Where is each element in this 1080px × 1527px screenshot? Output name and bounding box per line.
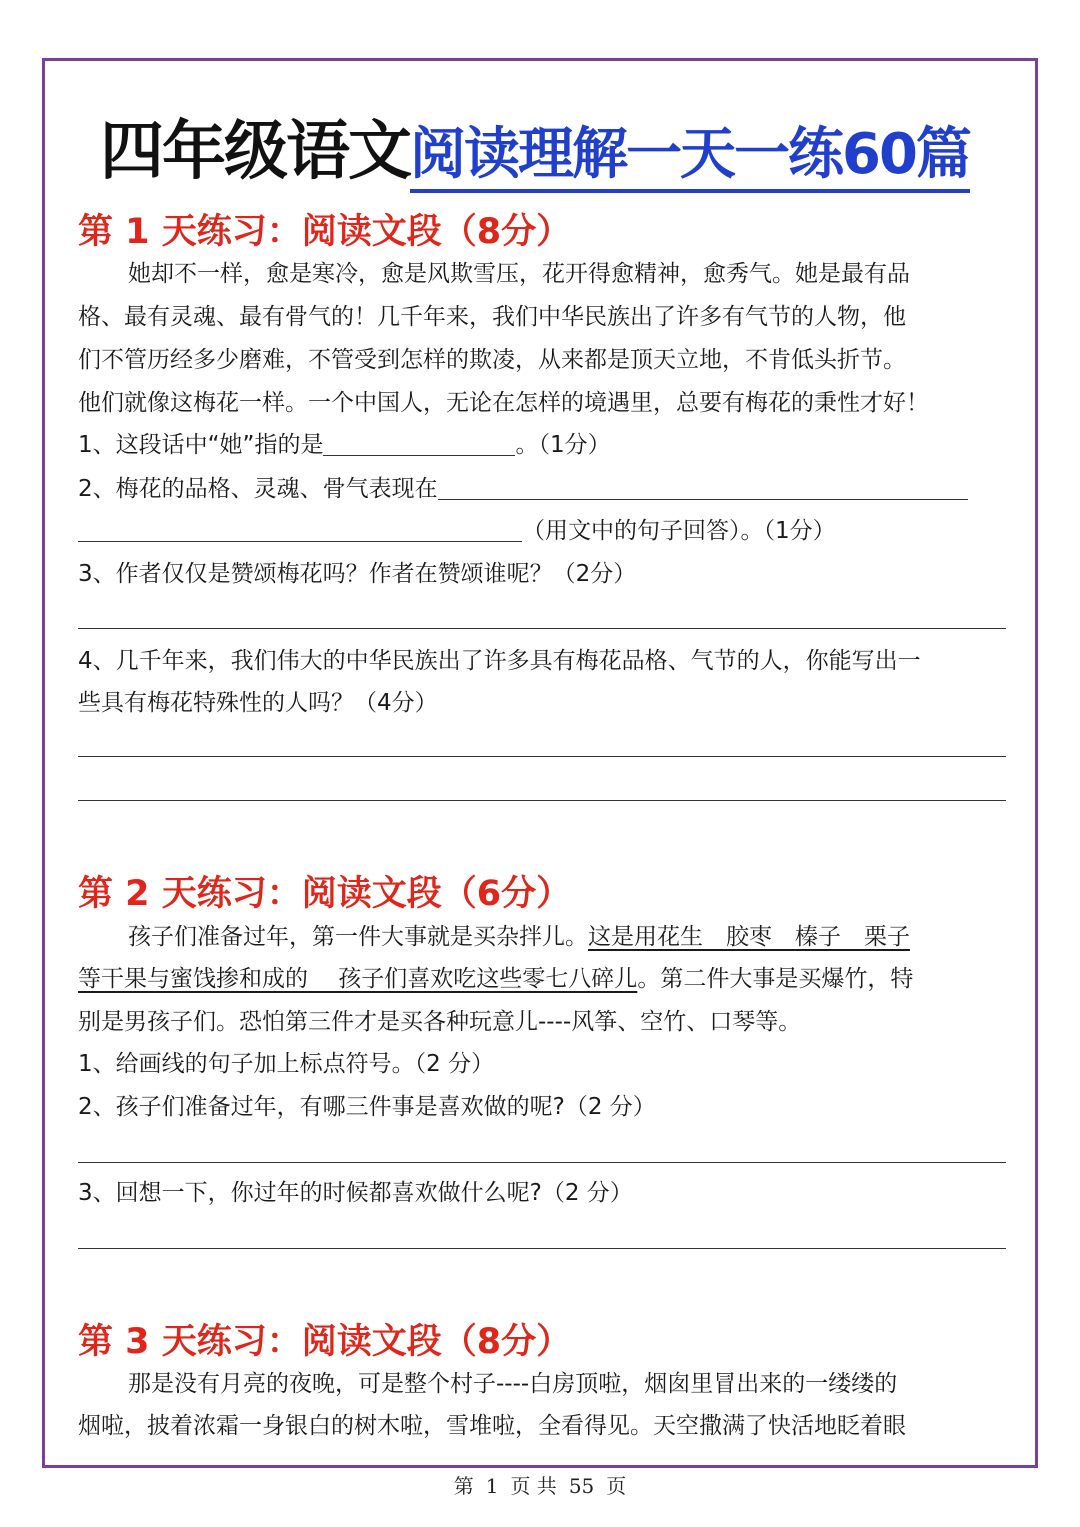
passage-text: 孩子们准备过年，第一件大事就是买杂拌儿。 — [128, 924, 588, 950]
day1-heading: 第 1 天练习：阅读文段（8分） — [78, 212, 572, 252]
answer-line[interactable] — [78, 1248, 1006, 1249]
footer-suffix: 页 — [606, 1474, 627, 1498]
answer-line[interactable] — [78, 756, 1006, 757]
day1-passage-line: 们不管历经多少磨难，不管受到怎样的欺凌，从来都是顶天立地，不肯低头折节。 — [78, 347, 906, 373]
passage-text: 。第二件大事是买爆竹，特 — [637, 966, 914, 992]
day2-question-1: 1、给画线的句子加上标点符号。（2 分） — [78, 1051, 495, 1077]
day1-question-3: 3、作者仅仅是赞颂梅花吗？作者在赞颂谁呢？（2分） — [78, 561, 637, 587]
title-grade-subject: 四年级语文 — [100, 115, 410, 189]
answer-blank[interactable] — [438, 477, 968, 500]
q2-score: （用文中的句子回答）。（1分） — [522, 518, 836, 544]
answer-line[interactable] — [78, 628, 1006, 629]
day1-passage-line: 她却不一样，愈是寒冷，愈是风欺雪压，花开得愈精神，愈秀气。她是最有品 — [128, 261, 910, 287]
day2-passage-line — [128, 922, 1006, 952]
day2-passage-line — [78, 964, 1006, 994]
title-series: 阅读理解一天一练60篇 — [410, 122, 970, 193]
underlined-sentence: 等干果与蜜饯掺和成的 孩子们喜欢吃这些零七八碎儿 — [78, 966, 638, 992]
answer-line[interactable] — [78, 1162, 1006, 1163]
page-number-footer — [0, 1470, 1080, 1499]
day1-question-2-cont — [78, 516, 1006, 546]
q2-text: 2、梅花的品格、灵魂、骨气表现在 — [78, 476, 438, 502]
day2-question-3: 3、回想一下，你过年的时候都喜欢做什么呢?（2 分） — [78, 1180, 633, 1206]
q1-score: 。（1分） — [515, 432, 611, 458]
day3-heading: 第 3 天练习：阅读文段（8分） — [78, 1322, 572, 1362]
day1-question-4: 4、几千年来，我们伟大的中华民族出了许多具有梅花品格、气节的人，你能写出一 — [78, 648, 921, 674]
current-page: 1 — [485, 1474, 499, 1498]
day1-passage-line: 格、最有灵魂、最有骨气的！几千年来，我们中华民族出了许多有气节的人物，他 — [78, 304, 906, 330]
footer-mid: 页 共 — [510, 1474, 557, 1498]
day1-question-4-cont: 些具有梅花特殊性的人吗？（4分） — [78, 690, 438, 716]
document-title — [100, 100, 1000, 189]
day2-question-2: 2、孩子们准备过年，有哪三件事是喜欢做的呢?（2 分） — [78, 1094, 656, 1120]
underlined-sentence: 这是用花生 胶枣 榛子 栗子 — [588, 924, 910, 950]
day3-passage-line: 烟啦，披着浓霜一身银白的树木啦，雪堆啦，全看得见。天空撒满了快活地眨着眼 — [78, 1413, 906, 1439]
day1-passage-line: 他们就像这梅花一样。一个中国人，无论在怎样的境遇里，总要有梅花的秉性才好！ — [78, 390, 929, 416]
q1-text: 1、这段话中“她”指的是 — [78, 432, 324, 458]
answer-blank[interactable] — [323, 433, 515, 456]
footer-prefix: 第 — [453, 1474, 474, 1498]
day2-heading: 第 2 天练习：阅读文段（6分） — [78, 874, 572, 914]
day1-question-2 — [78, 474, 1006, 504]
day1-question-1 — [78, 430, 1006, 460]
day3-passage-line: 那是没有月亮的夜晚，可是整个村子----白房顶啦，烟囱里冒出来的一缕缕的 — [128, 1371, 898, 1397]
answer-line[interactable] — [78, 800, 1006, 801]
day2-passage-line: 别是男孩子们。恐怕第三件才是买各种玩意儿----风筝、空竹、口琴等。 — [78, 1009, 802, 1035]
answer-blank[interactable] — [78, 519, 522, 542]
total-pages: 55 — [568, 1474, 595, 1498]
